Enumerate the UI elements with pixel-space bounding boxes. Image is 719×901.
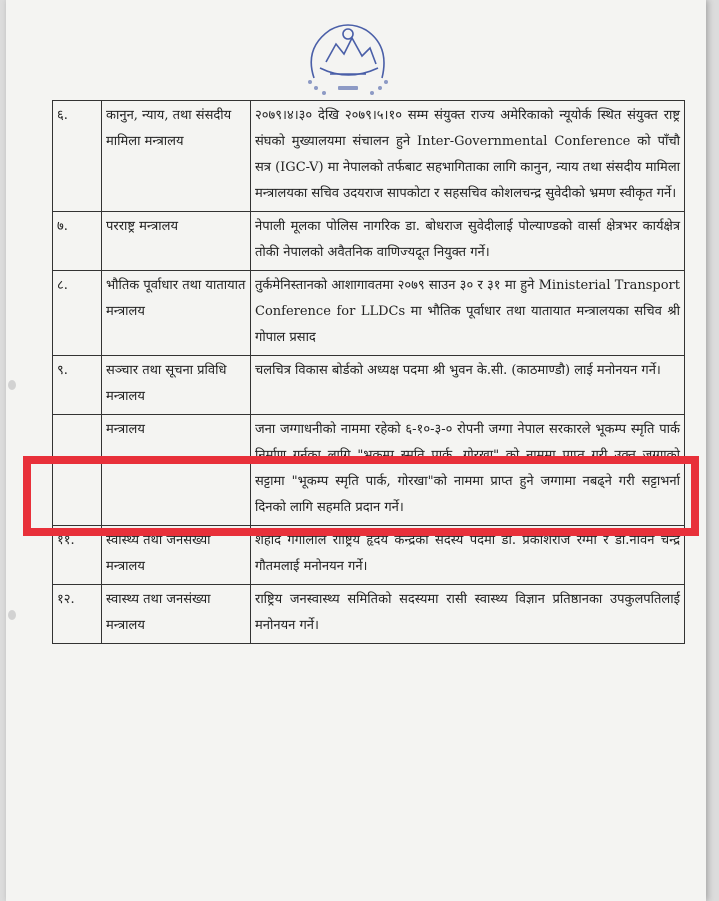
ministry-cell: स्वास्थ्य तथा जनसंख्या मन्त्रालय: [102, 585, 251, 644]
row-number: ८.: [53, 271, 102, 356]
red-highlight-rectangle: [23, 456, 699, 536]
ministry-cell: भौतिक पूर्वाधार तथा यातायात मन्त्रालय: [102, 271, 251, 356]
decision-cell: २०७९।४।३० देखि २०७९।५।१० सम्म संयुक्त राज्य अमेरिकाको न्यूयोर्क स्थित संयुक्त राष्ट्र संघको मुख्यालयमा संचालन हुने Inter-Governmental Conference को पाँचौ सत्र (IGC-V) मा नेपालको तर्फबाट सहभागिताका लागि कानुन, न्याय तथा संसदीय मामिला मन्त्रालयका सचिव उदयराज सापकोटा र सहसचिव कोशलचन्द्र सुवेदीको भ्रमण स्वीकृत गर्ने।: [251, 101, 685, 212]
ministry-cell: कानुन, न्याय, तथा संसदीय मामिला मन्त्रालय: [102, 101, 251, 212]
punch-hole: [8, 380, 16, 390]
decision-cell: राष्ट्रिय जनस्वास्थ्य समितिको सदस्यमा रासी स्वास्थ्य विज्ञान प्रतिष्ठानका उपकुलपतिलाई मनोनयन गर्ने।: [251, 585, 685, 644]
government-seal-icon: [290, 8, 406, 100]
table-row: [53, 356, 685, 415]
row-number: १२.: [53, 585, 102, 644]
row-number: ११.: [53, 526, 102, 585]
cabinet-decisions-table: [52, 100, 685, 644]
decision-cell: शहीद गंगालाल राष्ट्रिय हृदय केन्द्रको सदस्य पदमा डा. प्रकाशराज रेग्मी र डा.नविन चन्द्र गौतमलाई मनोनयन गर्ने।: [251, 526, 685, 585]
row-number: ९.: [53, 356, 102, 415]
table-row: [53, 212, 685, 271]
ministry-cell: सञ्चार तथा सूचना प्रविधि मन्त्रालय: [102, 356, 251, 415]
ministry-cell: मन्त्रालय: [102, 415, 251, 526]
row-number: ७.: [53, 212, 102, 271]
punch-hole: [8, 610, 16, 620]
table-row: [53, 101, 685, 212]
decision-cell: जना जग्गाधनीको नाममा रहेको ६-१०-३-० रोपनी जग्गा नेपाल सरकारले भूकम्प स्मृति पार्क निर्माण गर्नका लागि "भूकम्प स्मृति पार्क, गोरखा" को नाममा प्राप्त गरी उक्त जग्गाको सट्टामा "भूकम्प स्मृति पार्क, गोरखा"को नाममा प्राप्त हुने जग्गामा नबढ्ने गरी सट्टाभर्ना दिनको लागि सहमति प्रदान गर्ने।: [251, 415, 685, 526]
decision-cell: चलचित्र विकास बोर्डको अध्यक्ष पदमा श्री भुवन के.सी. (काठमाण्डौ) लाई मनोनयन गर्ने।: [251, 356, 685, 415]
table-row: [53, 271, 685, 356]
decision-cell: नेपाली मूलका पोलिस नागरिक डा. बोधराज सुवेदीलाई पोल्याण्डको वार्सा क्षेत्रभर कार्यक्षेत्र तोकी नेपालको अवैतनिक वाणिज्यदूत नियुक्त गर्ने।: [251, 212, 685, 271]
ministry-cell: परराष्ट्र मन्त्रालय: [102, 212, 251, 271]
row-number: ६.: [53, 101, 102, 212]
decision-cell: तुर्कमेनिस्तानको आशागावतमा २०७९ साउन ३० र ३१ मा हुने Ministerial Transport Conference for LLDCs मा भौतिक पूर्वाधार तथा यातायात मन्त्रालयका सचिव श्री गोपाल प्रसाद: [251, 271, 685, 356]
ministry-cell: स्वास्थ्य तथा जनसंख्या मन्त्रालय: [102, 526, 251, 585]
table-row: [53, 585, 685, 644]
